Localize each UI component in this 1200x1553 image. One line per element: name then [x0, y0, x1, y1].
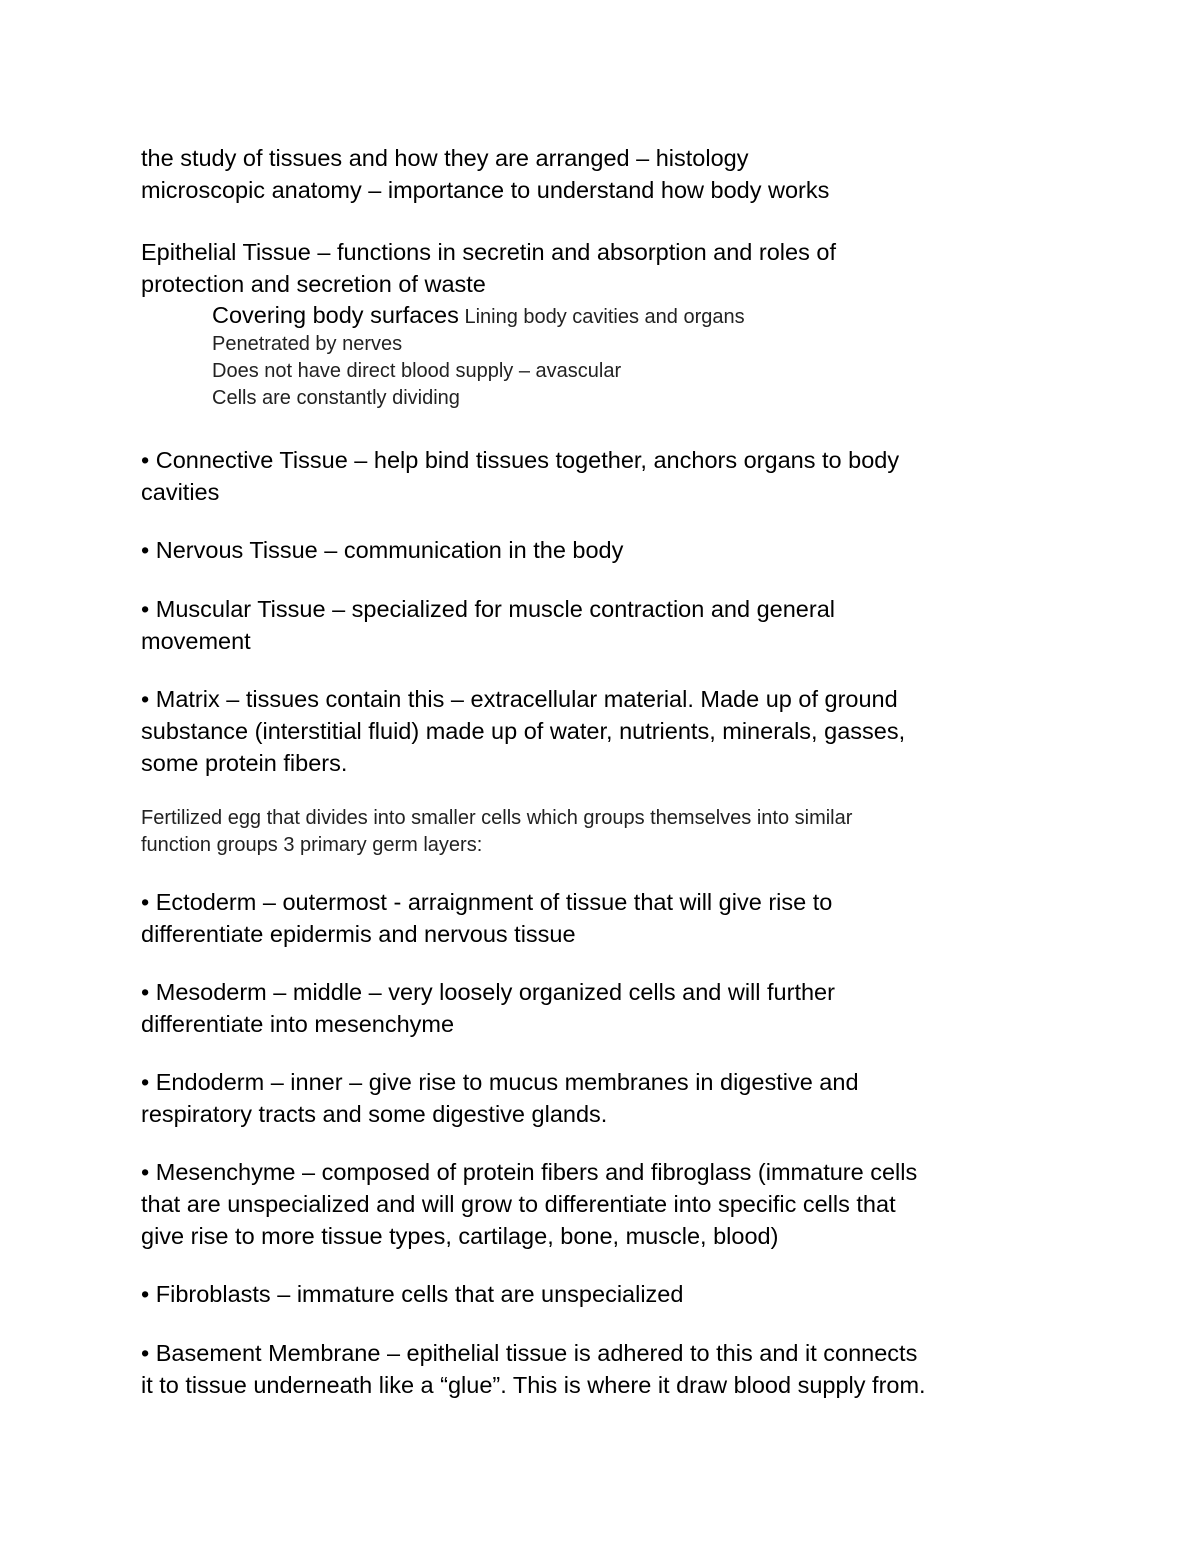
germ-layers-note [141, 805, 1071, 859]
bullet-line: give rise to more tissue types, cartilage, bone, muscle, blood) [141, 1223, 779, 1249]
epithelial-item-rest: Lining body cavities and organs [458, 306, 745, 328]
bullet-matrix [141, 683, 1071, 779]
epithelial-heading [141, 236, 1071, 300]
intro-line: the study of tissues and how they are arranged – histology [141, 145, 749, 171]
epithelial-item: Penetrated by nerves [212, 333, 403, 355]
bullet-line: • Matrix – tissues contain this – extracellular material. Made up of ground [141, 686, 898, 712]
bullet-connective [141, 444, 1071, 508]
bullet-line: differentiate epidermis and nervous tissue [141, 921, 576, 947]
bullet-fibroblasts [141, 1278, 1071, 1310]
bullet-line: some protein fibers. [141, 750, 348, 776]
bullet-line: • Fibroblasts – immature cells that are unspecialized [141, 1281, 684, 1307]
bullet-basement-membrane [141, 1337, 1071, 1401]
germ-note-line: Fertilized egg that divides into smaller cells which groups themselves into similar [141, 807, 853, 829]
bullet-line: • Mesoderm – middle – very loosely organized cells and will further [141, 979, 835, 1005]
bullet-line: respiratory tracts and some digestive glands. [141, 1101, 608, 1127]
bullet-mesoderm [141, 976, 1071, 1040]
bullet-line: • Endoderm – inner – give rise to mucus membranes in digestive and [141, 1069, 859, 1095]
bullet-muscular [141, 593, 1071, 657]
bullet-line: • Ectoderm – outermost - arraignment of tissue that will give rise to [141, 889, 833, 915]
bullet-line: it to tissue underneath like a “glue”. This is where it draw blood supply from. [141, 1372, 926, 1398]
epithelial-item: Does not have direct blood supply – avascular [212, 360, 622, 382]
epithelial-item [212, 302, 1072, 331]
bullet-mesenchyme [141, 1156, 1071, 1252]
epithelial-heading-line: protection and secretion of waste [141, 271, 486, 297]
epithelial-item-lead: Covering body surfaces [212, 302, 459, 328]
epithelial-item: Cells are constantly dividing [212, 387, 460, 409]
bullet-ectoderm [141, 886, 1071, 950]
bullet-nervous [141, 534, 1071, 566]
epithelial-list [212, 302, 1072, 412]
bullet-line: • Mesenchyme – composed of protein fibers and fibroglass (immature cells [141, 1159, 918, 1185]
bullet-line: differentiate into mesenchyme [141, 1011, 455, 1037]
bullet-line: • Basement Membrane – epithelial tissue is adhered to this and it connects [141, 1340, 918, 1366]
epithelial-heading-line: Epithelial Tissue – functions in secretin and absorption and roles of [141, 239, 836, 265]
bullet-line: • Muscular Tissue – specialized for muscle contraction and general [141, 596, 835, 622]
intro-line: microscopic anatomy – importance to understand how body works [141, 177, 830, 203]
intro-paragraph [141, 142, 1071, 206]
bullet-line: that are unspecialized and will grow to differentiate into specific cells that [141, 1191, 896, 1217]
bullet-line: • Nervous Tissue – communication in the body [141, 537, 624, 563]
bullet-line: • Connective Tissue – help bind tissues together, anchors organs to body [141, 447, 900, 473]
bullet-line: cavities [141, 479, 220, 505]
bullet-line: movement [141, 628, 251, 654]
bullet-endoderm [141, 1066, 1071, 1130]
germ-note-line: function groups 3 primary germ layers: [141, 834, 483, 856]
bullet-line: substance (interstitial fluid) made up of water, nutrients, minerals, gasses, [141, 718, 906, 744]
